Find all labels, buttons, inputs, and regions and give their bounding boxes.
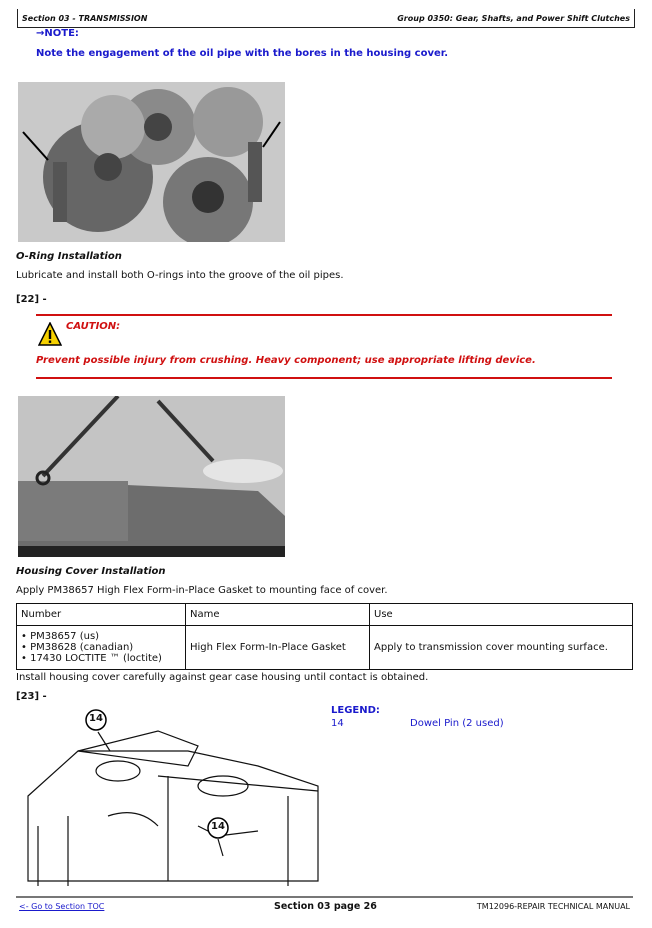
housing-cover-diagram (18, 706, 322, 890)
caution-top-rule (36, 314, 612, 316)
note-text: Note the engagement of the oil pipe with the bores in the housing cover. (36, 48, 449, 59)
housing-heading: Housing Cover Installation (16, 566, 166, 577)
caution-label: CAUTION: (66, 321, 121, 332)
install-text: Install housing cover carefully against gear case housing until contact is obtained. (16, 672, 429, 683)
warning-triangle-icon (38, 322, 62, 350)
callout-14: 14 (211, 821, 225, 832)
oring-text: Lubricate and install both O-rings into the groove of the oil pipes. (16, 270, 344, 281)
part-use: Apply to transmission cover mounting surface. (370, 626, 633, 670)
header-name: Name (186, 604, 370, 626)
housing-text: Apply PM38657 High Flex Form-in-Place Gasket to mounting face of cover. (16, 585, 388, 596)
group-title: Group 0350: Gear, Shafts, and Power Shift Clutches (397, 14, 630, 23)
header-use: Use (370, 604, 633, 626)
sealant-table (16, 603, 633, 670)
gear-assembly-photo (18, 82, 285, 242)
footer-rule (16, 896, 633, 898)
header-number: Number (17, 604, 186, 626)
caution-bottom-rule (36, 377, 612, 379)
part-number: • PM38628 (canadian) (21, 642, 134, 653)
page-number: Section 03 page 26 (274, 901, 377, 912)
callout-14: 14 (89, 713, 103, 724)
legend-description: Dowel Pin (2 used) (410, 718, 504, 729)
caution-text: Prevent possible injury from crushing. Heavy component; use appropriate lifting device. (36, 355, 536, 366)
part-name: High Flex Form-In-Place Gasket (186, 626, 370, 670)
page-header (17, 9, 635, 28)
step-22: [22] - (16, 294, 47, 305)
oring-heading: O-Ring Installation (16, 251, 122, 262)
note-label: →NOTE: (36, 28, 79, 39)
part-number: • PM38657 (us) (21, 631, 100, 642)
manual-title: TM12096-REPAIR TECHNICAL MANUAL (476, 902, 630, 911)
part-number: • 17430 LOCTITE ™ (loctite) (21, 653, 162, 664)
table-row (17, 626, 633, 670)
legend-number: 14 (331, 718, 344, 729)
step-23: [23] - (16, 691, 47, 702)
table-header-row (17, 604, 633, 626)
legend-label: LEGEND: (331, 705, 380, 716)
section-toc-link[interactable]: <- Go to Section TOC (19, 902, 105, 911)
lifting-housing-photo (18, 396, 285, 557)
section-title: Section 03 - TRANSMISSION (22, 14, 148, 23)
